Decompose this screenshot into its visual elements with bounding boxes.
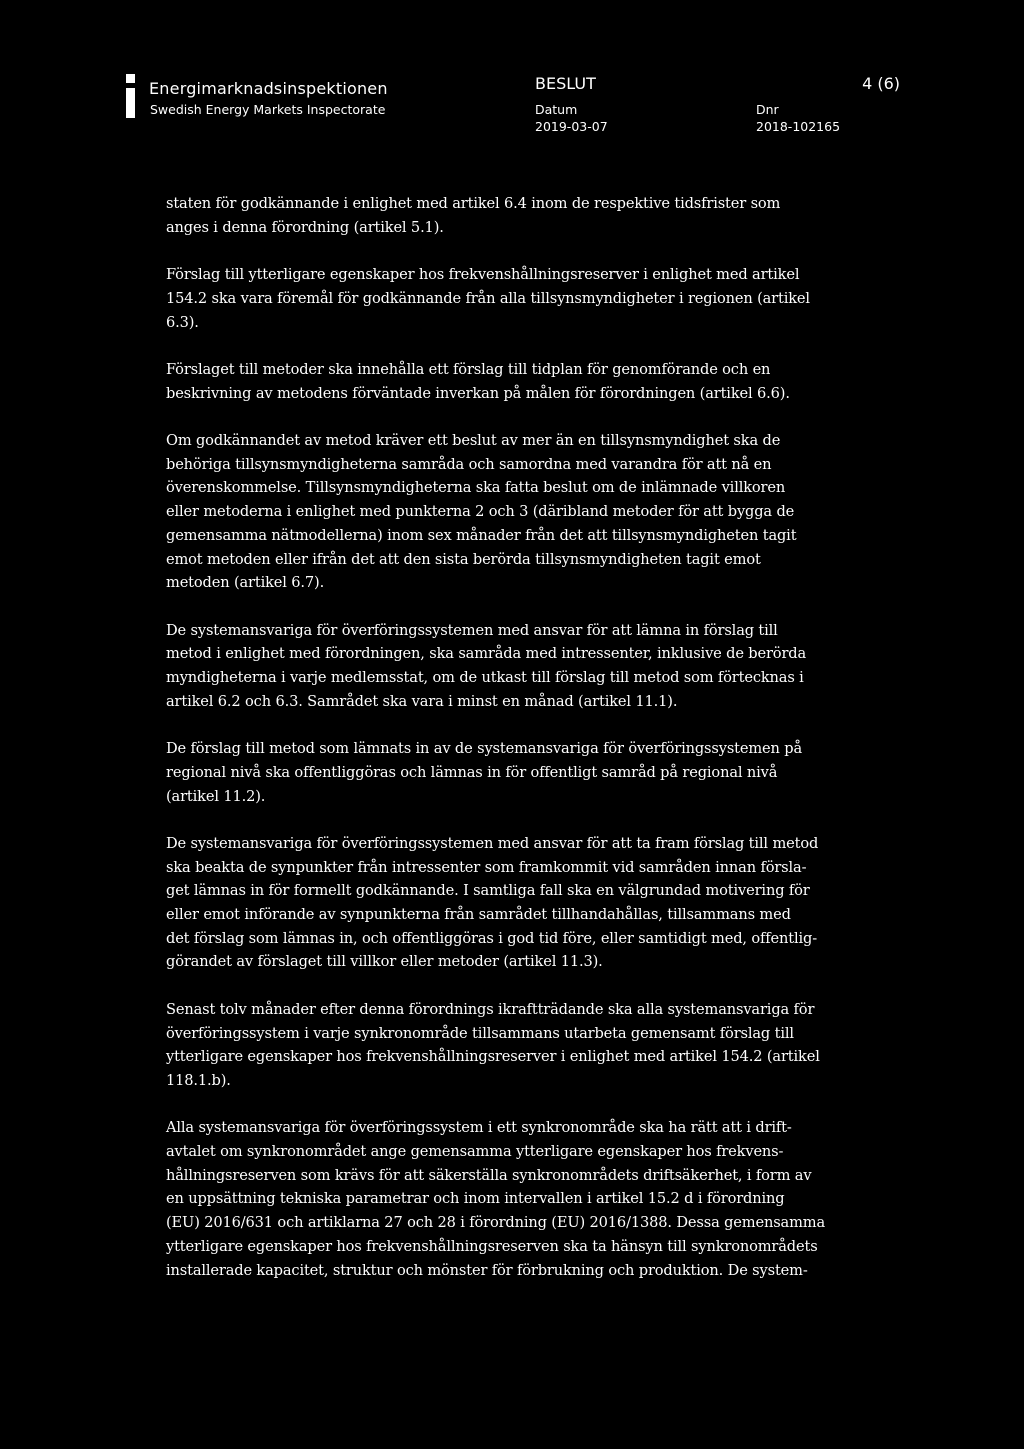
organization-english-name: Swedish Energy Markets Inspectorate xyxy=(150,102,386,117)
body-paragraph xyxy=(166,263,856,334)
paragraph-line: De förslag till metod som lämnats in av de systemansvariga för överföringssystemen på xyxy=(166,740,803,758)
paragraph-line: gemensamma nätmodellerna) inom sex månader från det att tillsynsmyndigheten tagit xyxy=(166,526,797,544)
paragraph-line: överföringssystem i varje synkronområde tillsammans utarbeta gemensamt förslag till xyxy=(166,1024,794,1042)
document-header xyxy=(0,0,1024,150)
paragraph-line: avtalet om synkronområdet ange gemensamma ytterligare egenskaper hos frekvens- xyxy=(166,1143,784,1160)
paragraph-line: behöriga tillsynsmyndigheterna samråda och samordna med varandra för att nå en xyxy=(166,455,772,473)
logo-dot xyxy=(126,74,135,83)
dnr-value: 2018-102165 xyxy=(756,119,841,134)
organization-name: Energimarknadsinspektionen xyxy=(149,79,388,98)
paragraph-line: Om godkännandet av metod kräver ett beslut av mer än en tillsynsmyndighet ska de xyxy=(166,431,781,449)
paragraph-line: (artikel 11.2). xyxy=(166,787,266,805)
document-body xyxy=(166,192,856,1306)
paragraph-line: görandet av förslaget till villkor eller metoder (artikel 11.3). xyxy=(166,953,603,971)
paragraph-line: eller metoderna i enlighet med punkterna 2 och 3 (däribland metoder för att bygga de xyxy=(166,503,795,521)
paragraph-line: Senast tolv månader efter denna förordnings ikraftträdande ska alla systemansvariga för xyxy=(166,1000,815,1018)
date-label: Datum xyxy=(535,102,578,117)
body-paragraph xyxy=(166,619,856,714)
paragraph-line: överenskommelse. Tillsynsmyndigheterna ska fatta beslut om de inlämnade villkoren xyxy=(166,479,786,497)
paragraph-line: regional nivå ska offentliggöras och lämnas in för offentligt samråd på regional nivå xyxy=(166,763,778,781)
paragraph-line: hållningsreserven som krävs för att säkerställa synkronområdets driftsäkerhet, i form av xyxy=(166,1166,812,1184)
info-i-logo-icon xyxy=(126,74,135,118)
paragraph-line: ytterligare egenskaper hos frekvenshållningsreserven ska ta hänsyn till synkronområdets xyxy=(166,1237,818,1255)
paragraph-line: (EU) 2016/631 och artiklarna 27 och 28 i förordning (EU) 2016/1388. Dessa gemensamma xyxy=(166,1214,826,1232)
page-number: 4 (6) xyxy=(862,74,900,93)
paragraph-line: 6.3). xyxy=(166,313,199,331)
paragraph-line: 118.1.b). xyxy=(166,1071,231,1089)
paragraph-line: Förslag till ytterligare egenskaper hos frekvenshållningsreserver i enlighet med artikel xyxy=(166,266,800,284)
paragraph-line: metod i enlighet med förordningen, ska samråda med intressenter, inklusive de berörda xyxy=(166,645,807,663)
paragraph-line: ska beakta de synpunkter från intressenter som framkommit vid samråden innan försla- xyxy=(166,858,807,876)
paragraph-line: det förslag som lämnas in, och offentliggöras i god tid före, eller samtidigt med, offentlig- xyxy=(166,929,817,947)
date-value: 2019-03-07 xyxy=(535,119,608,134)
paragraph-line: eller emot införande av synpunkterna från samrådet tillhandahållas, tillsammans med xyxy=(166,906,791,923)
paragraph-line: De systemansvariga för överföringssystemen med ansvar för att ta fram förslag till metod xyxy=(166,834,819,852)
body-paragraph xyxy=(166,358,856,405)
paragraph-line: artikel 6.2 och 6.3. Samrådet ska vara i minst en månad (artikel 11.1). xyxy=(166,692,678,710)
dnr-label: Dnr xyxy=(756,102,779,117)
paragraph-line: beskrivning av metodens förväntade inverkan på målen för förordningen (artikel 6.6). xyxy=(166,384,790,402)
paragraph-line: Förslaget till metoder ska innehålla ett förslag till tidplan för genomförande och en xyxy=(166,360,771,378)
paragraph-line: installerade kapacitet, struktur och mönster för förbrukning och produktion. De system- xyxy=(166,1261,808,1279)
document-type: BESLUT xyxy=(535,74,596,93)
body-paragraph xyxy=(166,737,856,808)
body-paragraph xyxy=(166,192,856,239)
body-paragraph xyxy=(166,998,856,1093)
paragraph-line: 154.2 ska vara föremål för godkännande från alla tillsynsmyndigheter i regionen (artikel xyxy=(166,289,810,307)
paragraph-line: get lämnas in för formellt godkännande. I samtliga fall ska en välgrundad motivering för xyxy=(166,882,810,900)
paragraph-line: ytterligare egenskaper hos frekvenshållningsreserver i enlighet med artikel 154.2 (artikel xyxy=(166,1048,820,1066)
paragraph-line: staten för godkännande i enlighet med artikel 6.4 inom de respektive tidsfrister som xyxy=(166,195,781,212)
paragraph-line: en uppsättning tekniska parametrar och inom intervallen i artikel 15.2 d i förordning xyxy=(166,1190,785,1208)
paragraph-line: emot metoden eller ifrån det att den sista berörda tillsynsmyndigheten tagit emot xyxy=(166,550,761,568)
paragraph-line: De systemansvariga för överföringssystemen med ansvar för att lämna in förslag till xyxy=(166,621,778,639)
paragraph-line: Alla systemansvariga för överföringssystem i ett synkronområde ska ha rätt att i drift- xyxy=(166,1119,792,1137)
body-paragraph xyxy=(166,832,856,974)
body-paragraph xyxy=(166,1116,856,1282)
paragraph-line: metoden (artikel 6.7). xyxy=(166,574,325,592)
paragraph-line: anges i denna förordning (artikel 5.1). xyxy=(166,218,444,236)
paragraph-line: myndigheterna i varje medlemsstat, om de utkast till förslag till metod som förtecknas i xyxy=(166,669,804,686)
logo-stem xyxy=(126,88,135,118)
body-paragraph xyxy=(166,429,856,595)
